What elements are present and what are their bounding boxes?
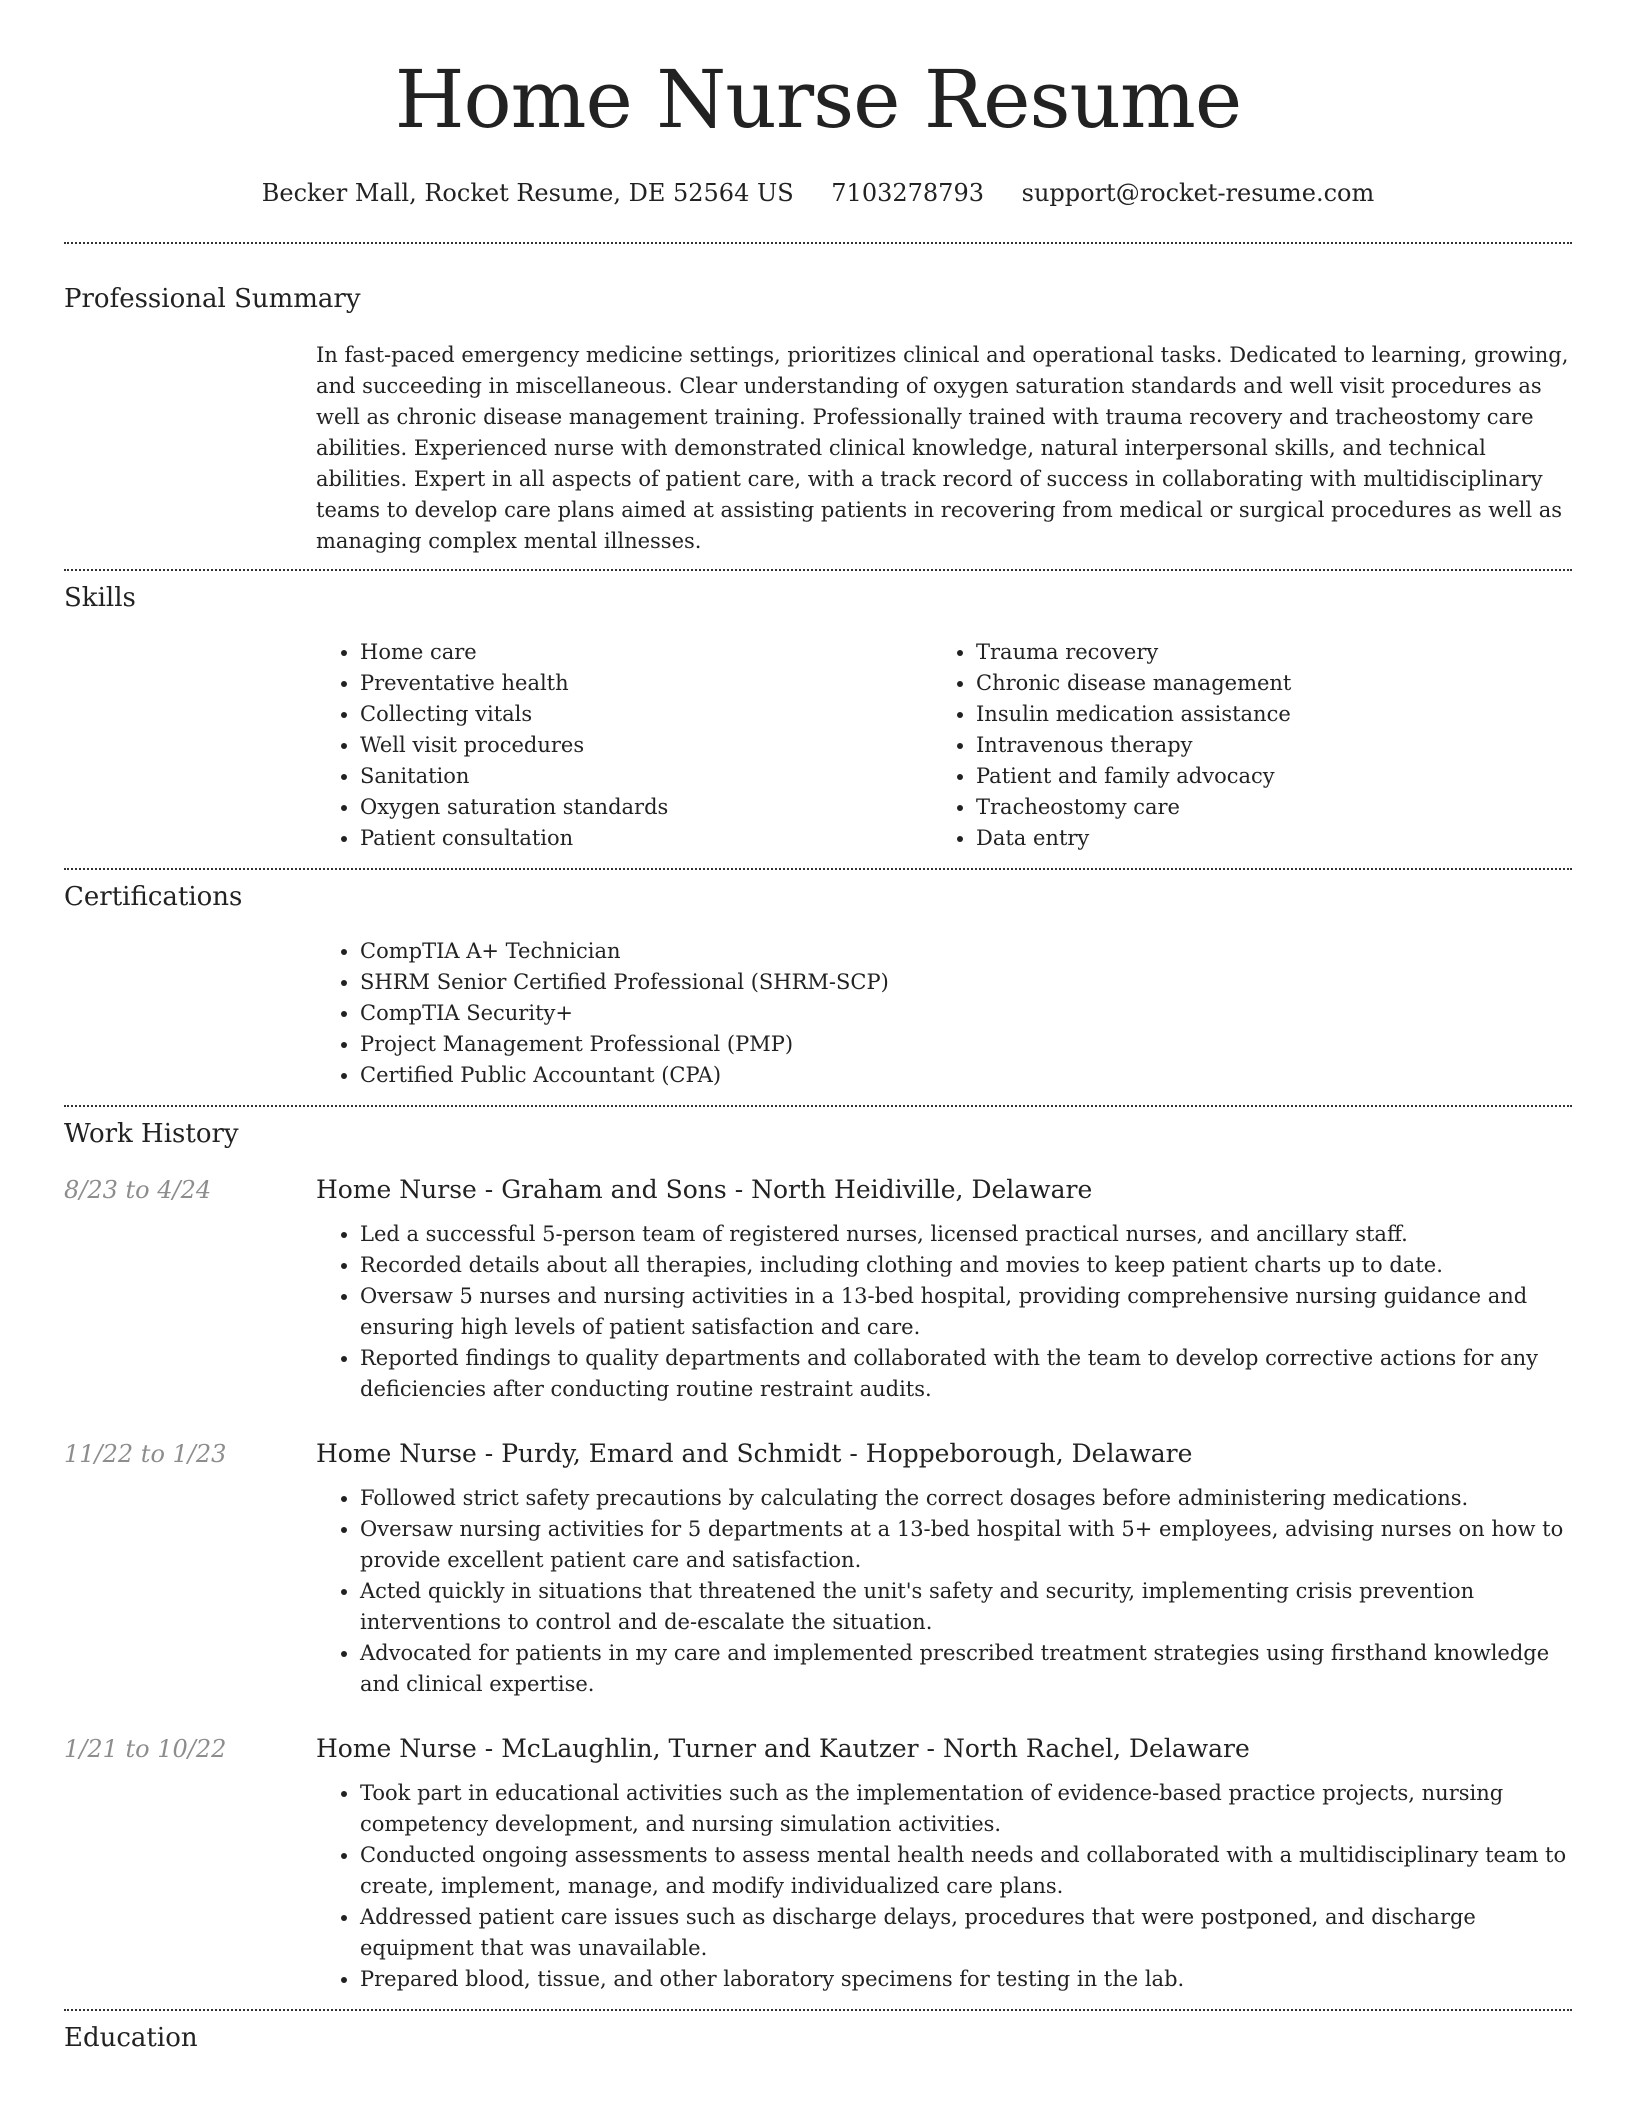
job-bullet: • Addressed patient care issues such as discharge delays, procedures that were postponed, and discharge equipment that was unavailable. — [360, 1902, 1572, 1964]
job-bullet: • Acted quickly in situations that threatened the unit's safety and security, implementing crisis prevention interventions to control and de-escalate the situation. — [360, 1576, 1572, 1638]
job-bullets — [316, 1483, 1572, 1700]
skill-item: • Data entry — [976, 823, 1548, 854]
job-entry — [64, 1173, 1572, 1405]
skills-grid — [316, 637, 1572, 854]
skill-item: • Well visit procedures — [360, 730, 932, 761]
contact-phone: 7103278793 — [831, 179, 984, 207]
job-dates: 8/23 to 4/24 — [64, 1176, 212, 1204]
skill-item: • Trauma recovery — [976, 637, 1548, 668]
job-bullet-list — [316, 1219, 1572, 1405]
skills-title: Skills — [64, 583, 136, 613]
certifications-body — [316, 936, 1572, 1091]
education-title: Education — [64, 2023, 198, 2053]
skill-item: • Patient and family advocacy — [976, 761, 1548, 792]
certification-item: • Certified Public Accountant (CPA) — [360, 1060, 1572, 1091]
resume-page — [64, 0, 1572, 2055]
job-bullet: • Conducted ongoing assessments to assess mental health needs and collaborated with a multidisciplinary team to create, implement, manage, and modify individualized care plans. — [360, 1840, 1572, 1902]
job-bullet: • Took part in educational activities such as the implementation of evidence-based practice projects, nursing competency development, and nursing simulation activities. — [360, 1778, 1572, 1840]
skill-item: • Sanitation — [360, 761, 932, 792]
job-entry — [64, 1732, 1572, 1995]
work-history-title: Work History — [64, 1119, 239, 1149]
skill-item: • Chronic disease management — [976, 668, 1548, 699]
summary-title: Professional Summary — [64, 284, 361, 314]
skill-item: • Preventative health — [360, 668, 932, 699]
job-bullet: • Reported findings to quality departments and collaborated with the team to develop corrective actions for any deficiencies after conducting routine restraint audits. — [360, 1343, 1572, 1405]
skill-item: • Intravenous therapy — [976, 730, 1548, 761]
work-history-section — [64, 1107, 1572, 2009]
certification-item: • CompTIA Security+ — [360, 998, 1572, 1029]
job-title: Home Nurse - Graham and Sons - North Heidiville, Delaware — [316, 1175, 1093, 1204]
job-bullet: • Prepared blood, tissue, and other laboratory specimens for testing in the lab. — [360, 1964, 1572, 1995]
job-header — [64, 1732, 1572, 1766]
skills-list-right — [932, 637, 1548, 854]
contact-email: support@rocket-resume.com — [1021, 179, 1375, 207]
certifications-title: Certifications — [64, 882, 243, 912]
job-bullet: • Led a successful 5-person team of registered nurses, licensed practical nurses, and ancillary staff. — [360, 1219, 1572, 1250]
job-title: Home Nurse - McLaughlin, Turner and Kautzer - North Rachel, Delaware — [316, 1734, 1250, 1763]
job-bullets — [316, 1219, 1572, 1405]
job-title: Home Nurse - Purdy, Emard and Schmidt - Hoppeborough, Delaware — [316, 1439, 1193, 1468]
contact-line — [64, 176, 1572, 210]
job-header — [64, 1173, 1572, 1207]
skills-column-left — [316, 637, 932, 854]
certification-item: • CompTIA A+ Technician — [360, 936, 1572, 967]
resume-name: Home Nurse Resume — [394, 53, 1242, 146]
job-bullet-list — [316, 1778, 1572, 1995]
skills-list-left — [316, 637, 932, 854]
skill-item: • Tracheostomy care — [976, 792, 1548, 823]
job-bullet-list — [316, 1483, 1572, 1700]
contact-address: Becker Mall, Rocket Resume, DE 52564 US — [261, 179, 794, 207]
certifications-list — [316, 936, 1572, 1091]
skill-item: • Collecting vitals — [360, 699, 932, 730]
job-header — [64, 1437, 1572, 1471]
certification-item: • SHRM Senior Certified Professional (SHRM-SCP) — [360, 967, 1572, 998]
job-entry — [64, 1437, 1572, 1700]
skill-item: • Insulin medication assistance — [976, 699, 1548, 730]
job-bullet: • Oversaw nursing activities for 5 departments at a 13-bed hospital with 5+ employees, advising nurses on how to provide excellent patient care and satisfaction. — [360, 1514, 1572, 1576]
certification-item: • Project Management Professional (PMP) — [360, 1029, 1572, 1060]
certifications-section — [64, 870, 1572, 1105]
job-bullets — [316, 1778, 1572, 1995]
summary-section — [64, 244, 1572, 569]
skill-item: • Oxygen saturation standards — [360, 792, 932, 823]
skills-section — [64, 571, 1572, 868]
job-bullet: • Oversaw 5 nurses and nursing activities in a 13-bed hospital, providing comprehensive nursing guidance and ensuring high levels of patient satisfaction and care. — [360, 1281, 1572, 1343]
job-bullet: • Recorded details about all therapies, including clothing and movies to keep patient charts up to date. — [360, 1250, 1572, 1281]
skill-item: • Patient consultation — [360, 823, 932, 854]
job-bullet: • Followed strict safety precautions by calculating the correct dosages before administering medications. — [360, 1483, 1572, 1514]
skill-item: • Home care — [360, 637, 932, 668]
education-section — [64, 2011, 1572, 2055]
job-bullet: • Advocated for patients in my care and implemented prescribed treatment strategies using firsthand knowledge and clinical expertise. — [360, 1638, 1572, 1700]
job-dates: 1/21 to 10/22 — [64, 1735, 227, 1763]
summary-text: In fast-paced emergency medicine settings, prioritizes clinical and operational tasks. Dedicated to learning, growing, and succeeding in miscellaneous. Clear understanding of oxygen saturation standards and well visit procedures as well as chronic disease management training. Professionally trained with trauma recovery and tracheostomy care abilities. Experienced nurse with demonstrated clinical knowledge, natural interpersonal skills, and technical abilities. Expert in all aspects of patient care, with a track record of success in collaborating with multidisciplinary teams to develop care plans aimed at assisting patients in recovering from medical or surgical procedures as well as managing complex mental illnesses. — [316, 343, 1569, 553]
job-dates: 11/22 to 1/23 — [64, 1440, 227, 1468]
skills-column-right — [932, 637, 1548, 854]
